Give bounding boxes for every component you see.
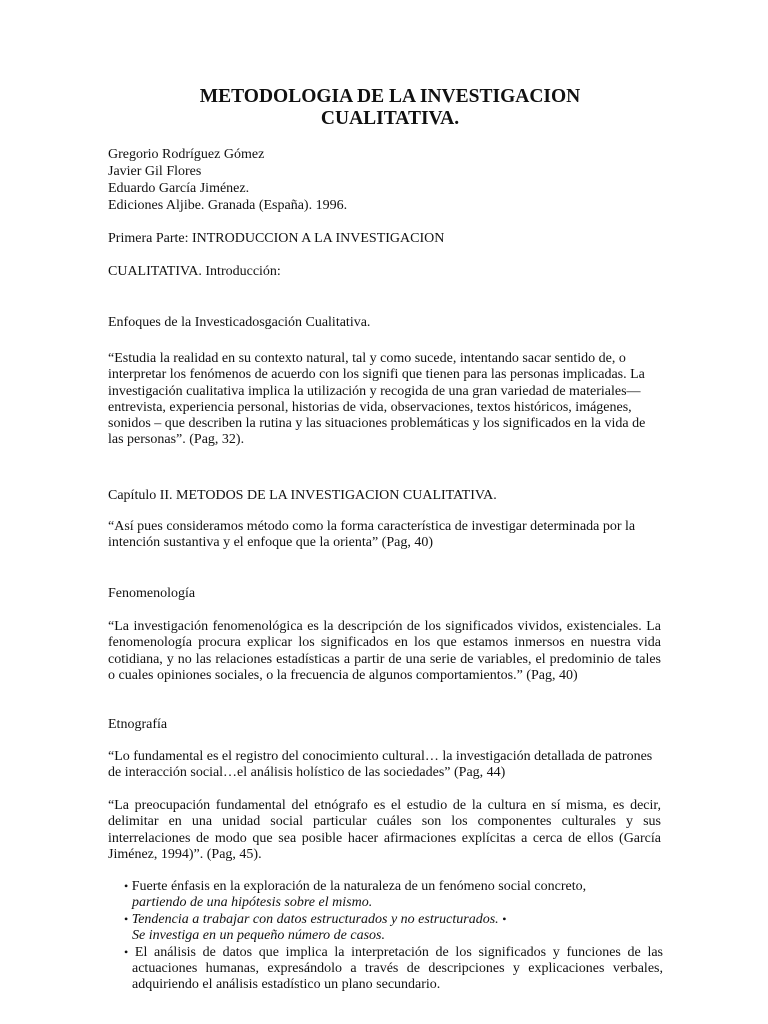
author-line: Gregorio Rodríguez Gómez (108, 147, 265, 162)
bullet-item (108, 944, 663, 993)
bullet-item (108, 878, 663, 911)
bullet-text: Fuerte énfasis en la exploración de la naturaleza de un fenómeno social concreto, (131, 879, 587, 894)
author-line: Javier Gil Flores (108, 164, 202, 179)
author-line: Eduardo García Jiménez. (108, 181, 250, 196)
bullet-list (108, 878, 663, 993)
section-heading-etnografia: Etnografía (108, 717, 168, 732)
quote-etnografia-2: “La preocupación fundamental del etnógrafo es el estudio de la cultura en sí misma, es decir, delimitar en una unidad social particular cuáles son los componentes culturales y sus interrelaciones de modo que sea posible hacer afirmaciones explícitas a cerca de ellos (García Jiménez, 1994)”. (Pag, 45). (108, 798, 661, 862)
author-block (108, 146, 347, 214)
bullet-item (108, 911, 663, 928)
section-heading-enfoques: Enfoques de la Investicadosgación Cualitativa. (108, 315, 371, 330)
bullet-text-italic: Tendencia a trabajar con datos estructurados y no estructurados. (131, 912, 499, 927)
section-heading-fenomenologia: Fenomenología (108, 586, 196, 601)
quote-enfoques: “Estudia la realidad en su contexto natural, tal y como sucede, intentando sacar sentido de, o interpretar los fenómenos de acuerdo con los signifi que tienen para las personas implicadas. La investigación cualitativa implica la utilización y recogida de una gran variedad de materiales—entrevista, experiencia personal, historias de vida, observaciones, textos históricos, imágenes, sonidos – que describen la rutina y las situaciones problemáticas y los significados en la vida de las personas”. (Pag, 32). (108, 351, 646, 448)
chapter-heading: Capítulo II. METODOS DE LA INVESTIGACION CUALITATIVA. (108, 488, 497, 503)
bullet-text-italic: partiendo de una hipótesis sobre el mismo. (132, 895, 373, 910)
quote-fenomenologia: “La investigación fenomenológica es la descripción de los significados vividos, existenciales. La fenomenología procura explicar los significados en los que estamos inmersos en nuestra vida cotidiana, y no las relaciones estadísticas a partir de una serie de variables, el predominio de tales o cuales opiniones sociales, o la frecuencia de algunos comportamientos.” (Pag, 40) (108, 619, 661, 683)
bullet-continuation: Se investiga en un pequeño número de casos. (132, 928, 385, 943)
bullet-icon: • (124, 912, 129, 926)
bullet-icon: • (124, 945, 129, 959)
quote-metodo: “Así pues consideramos método como la forma característica de investigar determinada por la intención sustantiva y el enfoque que la orienta” (Pag, 40) (108, 519, 636, 551)
document-title: METODOLOGIA DE LA INVESTIGACION CUALITATIVA. (199, 86, 581, 129)
part-subheading: CUALITATIVA. Introducción: (108, 264, 281, 279)
bullet-icon: • (124, 879, 129, 893)
bullet-text: El análisis de datos que implica la interpretación de los significados y funciones de las actuaciones humanas, expresándolo a través de descripciones y explicaciones verbales, adquiriendo el análisis estadístico un plano secundario. (132, 945, 663, 992)
part-heading: Primera Parte: INTRODUCCION A LA INVESTIGACION (108, 231, 445, 246)
quote-etnografia-1: “Lo fundamental es el registro del conocimiento cultural… la investigación detallada de patrones de interacción social…el análisis holístico de las sociedades” (Pag, 44) (108, 749, 653, 781)
publisher-line: Ediciones Aljibe. Granada (España). 1996. (108, 198, 348, 213)
bullet-icon: • (502, 912, 507, 926)
